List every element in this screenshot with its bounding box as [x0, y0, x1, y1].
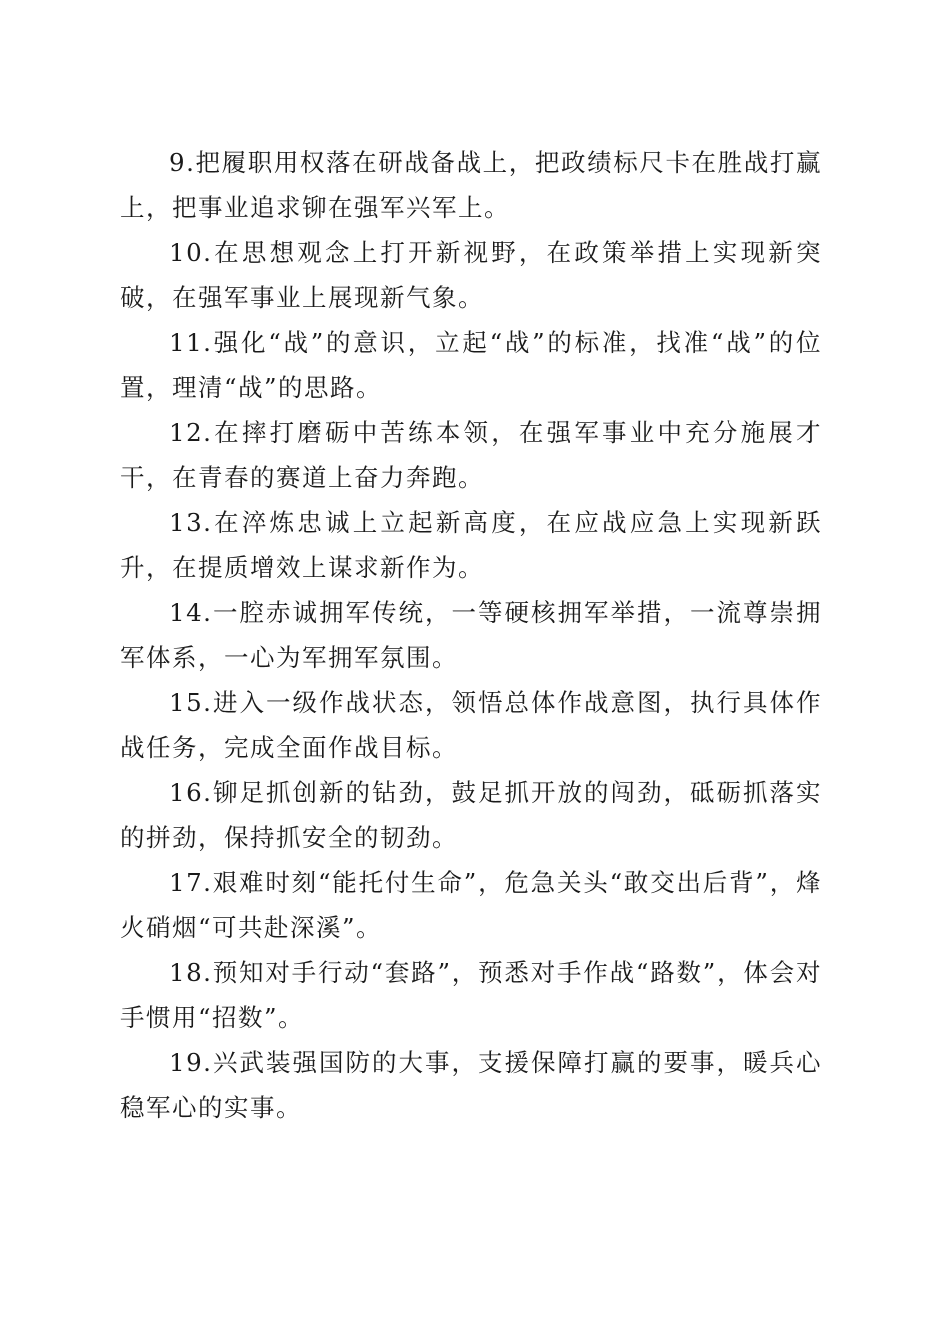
paragraph-12: 12.在摔打磨砺中苦练本领，在强军事业中充分施展才干，在青春的赛道上奋力奔跑。 [120, 418, 822, 492]
paragraph-18: 18.预知对手行动“套路”，预悉对手作战“路数”，体会对手惯用“招数”。 [120, 958, 822, 1032]
paragraph-19: 19.兴武装强国防的大事，支援保障打赢的要事，暖兵心稳军心的实事。 [120, 1048, 822, 1122]
paragraph-14: 14.一腔赤诚拥军传统，一等硬核拥军举措，一流尊崇拥军体系，一心为军拥军氛围。 [120, 598, 822, 672]
paragraph-17: 17.艰难时刻“能托付生命”，危急关头“敢交出后背”，烽火硝烟“可共赴深溪”。 [120, 868, 822, 942]
document-body [120, 140, 822, 1130]
paragraph-16: 16.铆足抓创新的钻劲，鼓足抓开放的闯劲，砥砺抓落实的拼劲，保持抓安全的韧劲。 [120, 778, 822, 852]
paragraph-13: 13.在淬炼忠诚上立起新高度，在应战应急上实现新跃升，在提质增效上谋求新作为。 [120, 508, 822, 582]
paragraph-11: 11.强化“战”的意识，立起“战”的标准，找准“战”的位置，理清“战”的思路。 [120, 328, 822, 402]
paragraph-10: 10.在思想观念上打开新视野，在政策举措上实现新突破，在强军事业上展现新气象。 [120, 238, 822, 312]
paragraph-9: 9.把履职用权落在研战备战上，把政绩标尺卡在胜战打赢上，把事业追求铆在强军兴军上。 [120, 148, 822, 222]
paragraph-15: 15.进入一级作战状态，领悟总体作战意图，执行具体作战任务，完成全面作战目标。 [120, 688, 822, 762]
